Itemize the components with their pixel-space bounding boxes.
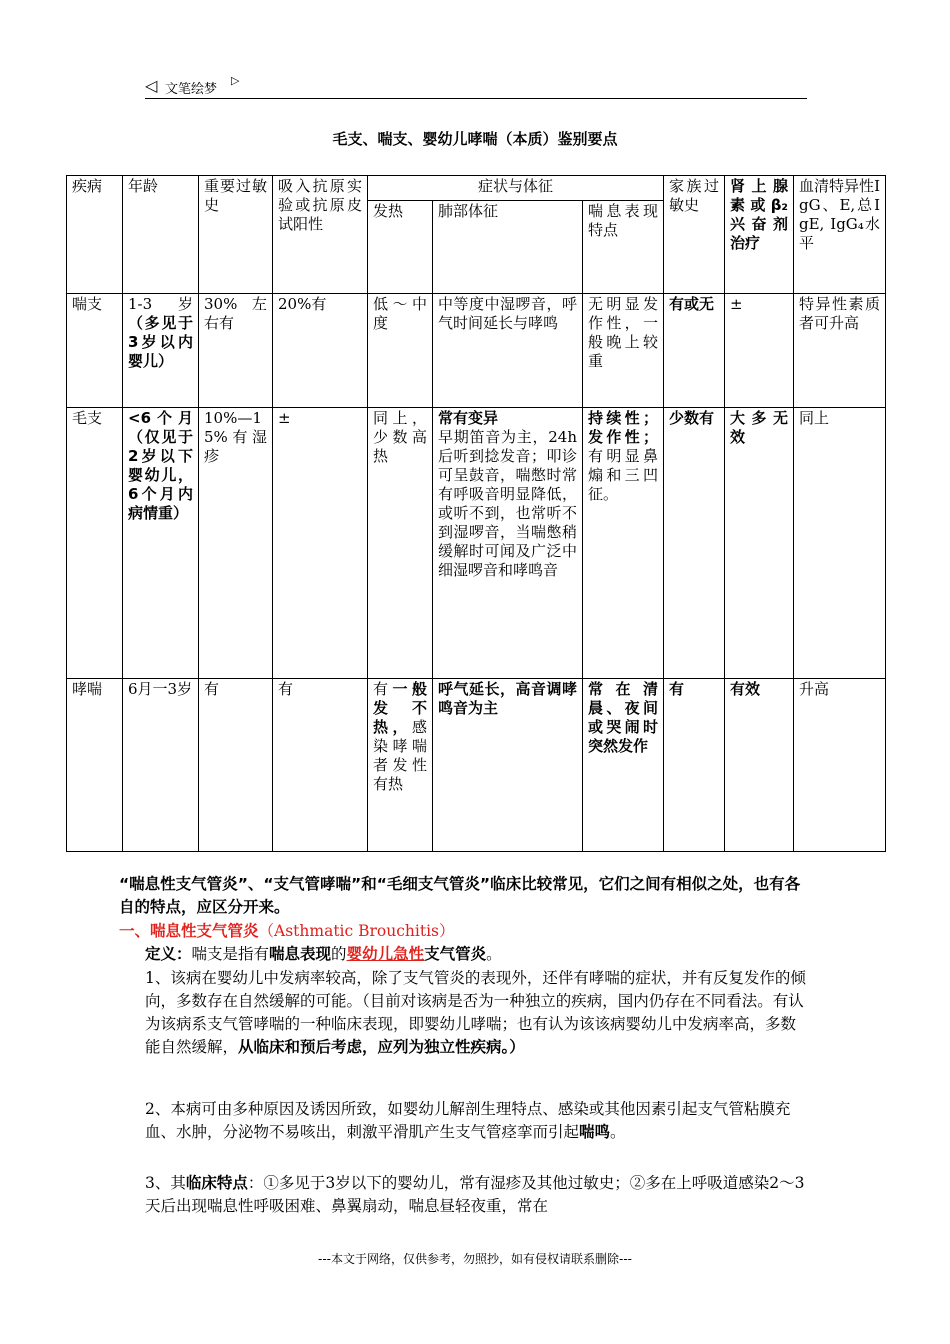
paragraph-1: 1、该病在婴幼儿中发病率较高，除了支气管炎的表现外，还伴有哮喘的症状，并有反复发作的倾向，多数存在自然缓解的可能。（目前对该病是否为一种独立的疾病，国内仍存在不同看法。有认为该病系支气管哮喘的一种临床表现，即婴幼儿哮喘；也有认为该该病婴幼儿中发病率高，多数能自然缓解，从临床和预后考虑，应列为独立性疾病。） <box>145 969 806 1056</box>
cell-serum: 升高 <box>794 679 886 852</box>
cell-allergy: 有 <box>199 679 273 852</box>
table-row <box>67 294 886 408</box>
cell-family: 有 <box>664 679 725 852</box>
cell-disease: 毛支 <box>67 408 123 679</box>
cell-drug: 有效 <box>725 679 794 852</box>
table-header-row <box>67 176 886 201</box>
cell-allergy: 30%左右有 <box>199 294 273 408</box>
right-triangle-icon: ▷ <box>231 74 240 87</box>
header-age: 年龄 <box>123 176 199 294</box>
header-brand: 文笔绘梦 <box>165 82 218 97</box>
page-footer: ---本文于网络，仅供参考，勿照抄，如有侵权请联系删除--- <box>318 1252 632 1266</box>
cell-wheeze: 持续性；发作性；有明显鼻煽和三凹征。 <box>583 408 664 679</box>
cell-serum: 特异性素质者可升高 <box>794 294 886 408</box>
cell-lung: 常有变异 早期笛音为主，24h后听到捻发音；叩诊可呈鼓音，喘憋时常有呼吸音明显降低，或听不到，也常听不到湿啰音，当喘憋稍缓解时可闻及广泛中细湿啰音和哮鸣音 <box>433 408 583 679</box>
header-family: 家族过敏史 <box>664 176 725 294</box>
header-symptom: 症状与体征 <box>368 176 664 201</box>
cell-disease: 哮喘 <box>67 679 123 852</box>
cell-drug: ± <box>725 294 794 408</box>
header-disease: 疾病 <box>67 176 123 294</box>
cell-wheeze: 常在清晨、夜间或哭闹时突然发作 <box>583 679 664 852</box>
paragraph-2: 2、本病可由多种原因及诱因所致，如婴幼儿解剖生理特点、感染或其他因素引起支气管粘膜充血、水肿，分泌物不易咳出，刺激平滑肌产生支气管痉挛而引起喘鸣。 <box>145 1100 791 1141</box>
cell-fever: 同上，少数高热 <box>368 408 433 679</box>
paragraph-3: 3、其临床特点：①多见于3岁以下的婴幼儿，常有湿疹及其他过敏史；②多在上呼吸道感染2～3天后出现喘息性呼吸困难、鼻翼扇动，喘息昼轻夜重，常在 <box>145 1174 805 1215</box>
cell-age: 6月一3岁 <box>123 679 199 852</box>
cell-antigen: 20%有 <box>273 294 368 408</box>
cell-fever: 低～中度 <box>368 294 433 408</box>
section-heading: 一、喘息性支气管炎（Asthmatic Brouchitis） <box>119 922 455 940</box>
cell-serum: 同上 <box>794 408 886 679</box>
cell-antigen: 有 <box>273 679 368 852</box>
comparison-table <box>66 175 886 852</box>
header-fever: 发热 <box>368 201 433 294</box>
header-lung: 肺部体征 <box>433 201 583 294</box>
header-allergy: 重要过敏史 <box>199 176 273 294</box>
header-antigen: 吸入抗原实验或抗原皮试阳性 <box>273 176 368 294</box>
cell-disease: 喘支 <box>67 294 123 408</box>
table-row <box>67 679 886 852</box>
cell-age: <6个月（仅见于2岁以下婴幼儿，6个月内病情重） <box>123 408 199 679</box>
header-drug: 肾上腺素或β₂兴奋剂治疗 <box>725 176 794 294</box>
definition-line: 定义：喘支是指有喘息表现的婴幼儿急性支气管炎。 <box>145 945 502 963</box>
cell-family: 少数有 <box>664 408 725 679</box>
header-wheeze: 喘息表现特点 <box>583 201 664 294</box>
header-serum: 血清特异性IgG、E,总IgE, IgG₄水平 <box>794 176 886 294</box>
table-row <box>67 408 886 679</box>
cell-allergy: 10%—15%有湿疹 <box>199 408 273 679</box>
cell-drug: 大多无效 <box>725 408 794 679</box>
document-title: 毛支、喘支、婴幼儿哮喘（本质）鉴别要点 <box>332 130 618 148</box>
page-header <box>145 74 807 99</box>
cell-antigen: ± <box>273 408 368 679</box>
cell-age: 1-3岁（多见于3岁以内婴儿） <box>123 294 199 408</box>
cell-lung: 呼气延长，高音调哮鸣音为主 <box>433 679 583 852</box>
intro-paragraph: “喘息性支气管炎”、“支气管哮喘”和“毛细支气管炎”临床比较常见，它们之间有相似之处，也有各自的特点，应区分开来。 <box>119 875 801 916</box>
cell-family: 有或无 <box>664 294 725 408</box>
cell-lung: 中等度中湿啰音，呼气时间延长与哮鸣 <box>433 294 583 408</box>
left-triangle-icon: ◁ <box>145 76 158 95</box>
cell-fever: 有一般发不热，感染哮喘者发性有热 <box>368 679 433 852</box>
cell-wheeze: 无明显发作性，一般晚上较重 <box>583 294 664 408</box>
